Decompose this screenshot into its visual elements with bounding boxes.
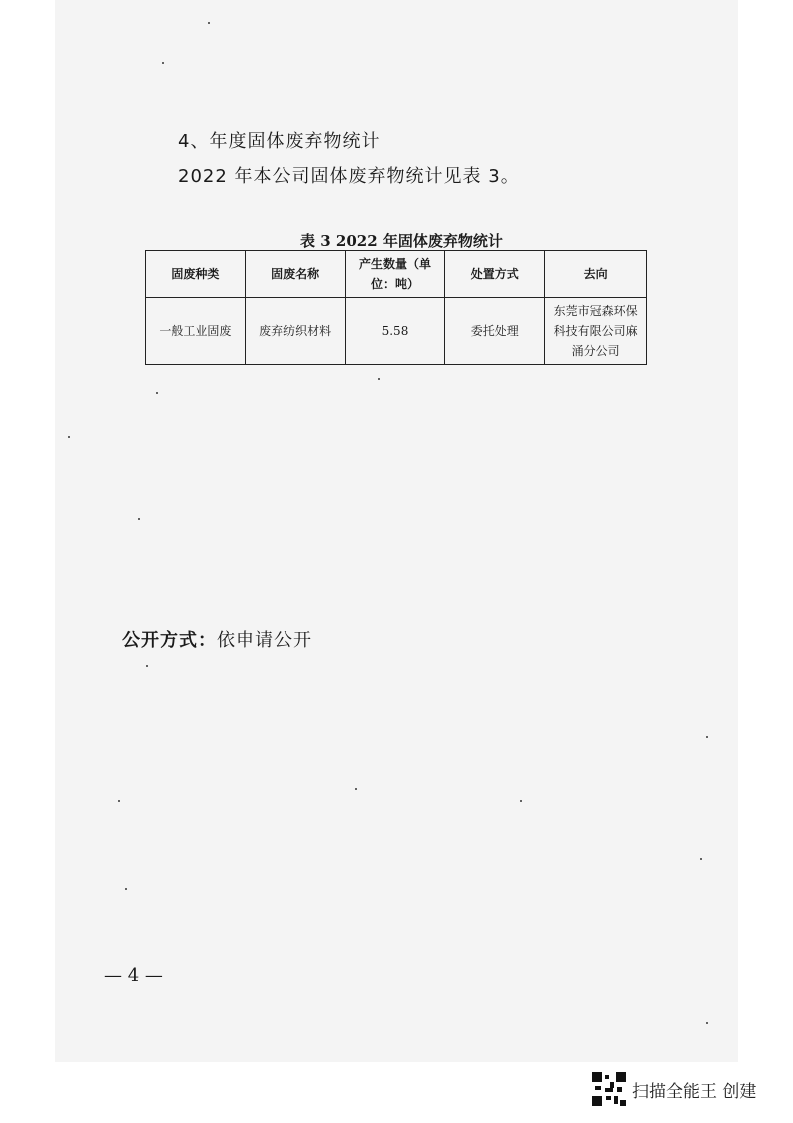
cell-disposal-method: 委托处理: [445, 298, 545, 365]
scan-speck: [208, 22, 210, 24]
header-waste-type: 固废种类: [146, 251, 246, 298]
scan-speck: [68, 436, 70, 438]
scan-speck: [125, 888, 127, 890]
scan-speck: [706, 1022, 708, 1024]
qr-code-icon: [592, 1072, 626, 1106]
cell-waste-type: 一般工业固废: [146, 298, 246, 365]
scan-speck: [156, 392, 158, 394]
scan-speck: [162, 62, 164, 64]
cell-destination: 东莞市冠森环保科技有限公司麻涌分公司: [545, 298, 647, 365]
section-paragraph: 2022 年本公司固体废弃物统计见表 3。: [178, 166, 520, 187]
scan-speck: [138, 518, 140, 520]
table-row: [146, 298, 647, 365]
scan-speck: [706, 736, 708, 738]
scan-speck: [520, 800, 522, 802]
header-destination: 去向: [545, 251, 647, 298]
waste-statistics-table: [145, 250, 647, 365]
page-number: — 4 —: [104, 965, 163, 986]
cell-waste-name: 废弃纺织材料: [245, 298, 345, 365]
scan-speck: [118, 800, 120, 802]
header-waste-name: 固废名称: [245, 251, 345, 298]
scanner-watermark: [592, 1072, 756, 1106]
scanned-page: [55, 0, 738, 1062]
disclosure-line: [122, 626, 312, 652]
scan-speck: [700, 858, 702, 860]
cell-quantity: 5.58: [345, 298, 445, 365]
scan-speck: [378, 378, 380, 380]
section-heading: 4、年度固体废弃物统计: [178, 131, 381, 152]
header-disposal-method: 处置方式: [445, 251, 545, 298]
table-caption: 表 3 2022 年固体废弃物统计: [300, 232, 503, 250]
disclosure-value: 依申请公开: [217, 630, 312, 651]
table-header-row: [146, 251, 647, 298]
header-quantity: 产生数量（单位：吨）: [345, 251, 445, 298]
scan-speck: [146, 665, 148, 667]
scanner-app-text: 扫描全能王 创建: [632, 1081, 757, 1102]
disclosure-label: 公开方式：: [122, 630, 217, 651]
scan-speck: [355, 788, 357, 790]
